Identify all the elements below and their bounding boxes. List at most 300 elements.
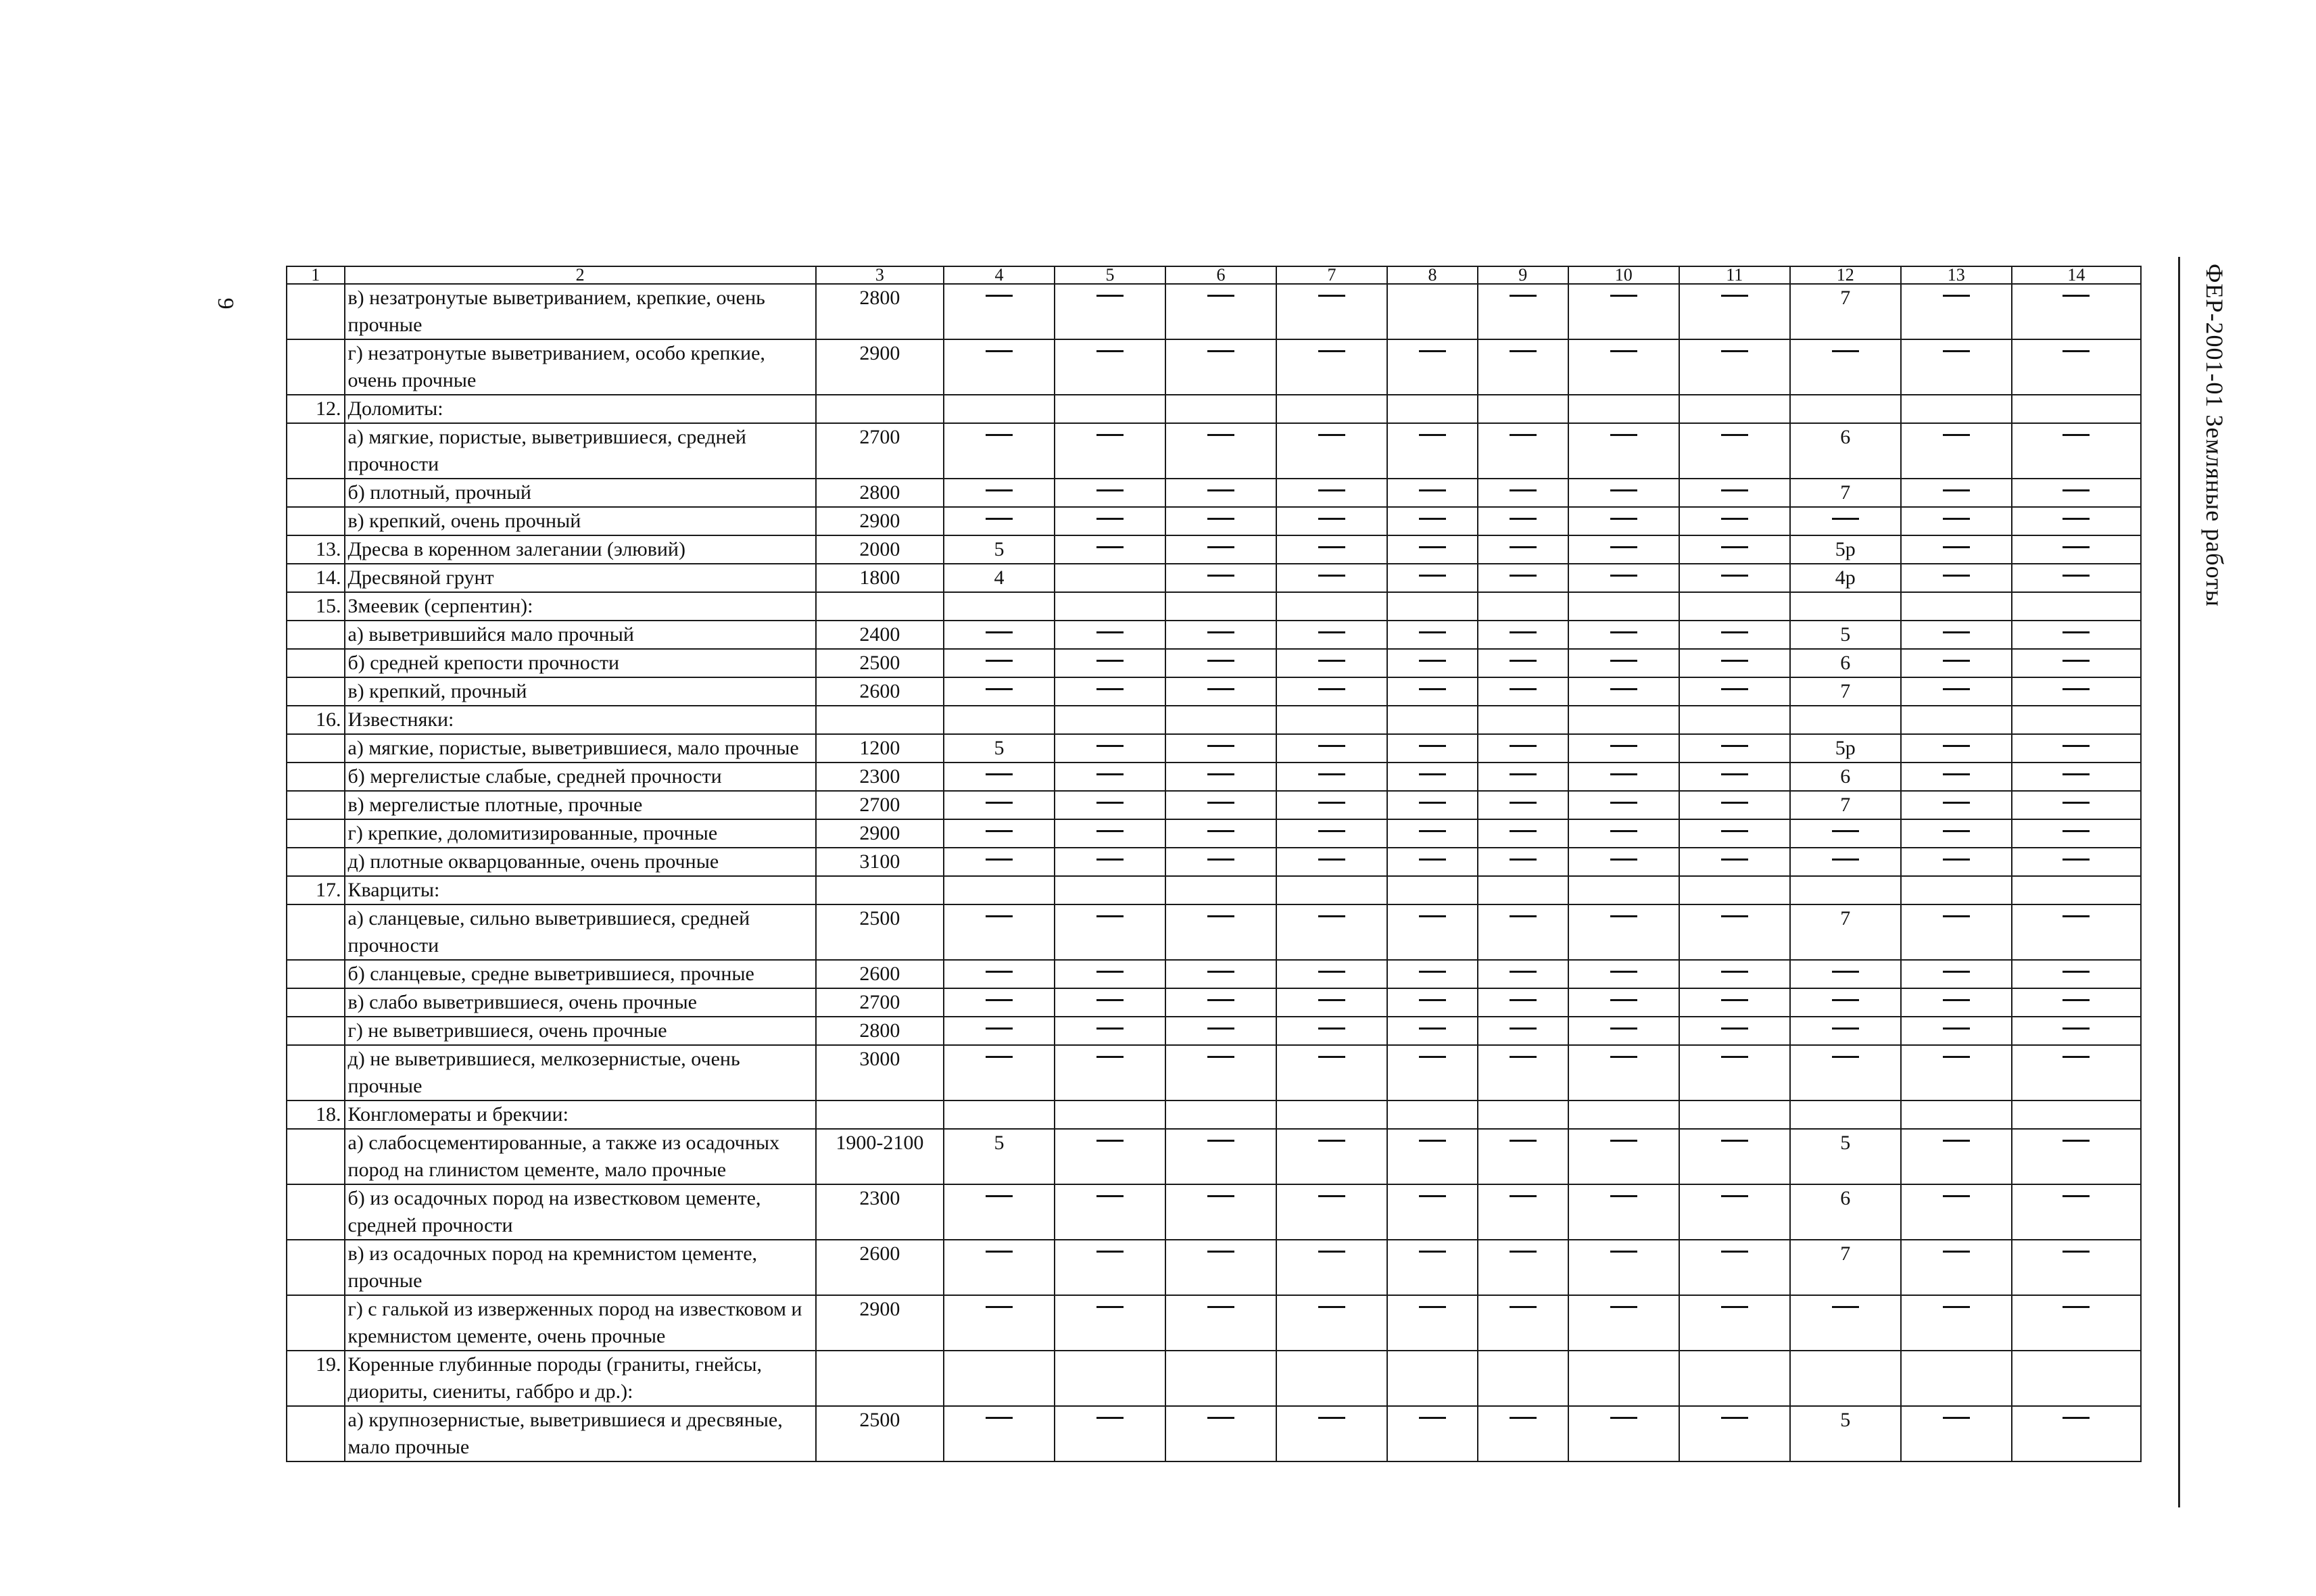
dash-mark	[1721, 688, 1748, 690]
group-cell-col-4	[944, 904, 1055, 960]
table-row	[287, 649, 2141, 677]
group-cell-col-10	[1568, 876, 1679, 904]
dash-mark	[1721, 434, 1748, 436]
row-number	[287, 734, 345, 763]
row-number	[287, 904, 345, 960]
group-cell-col-4	[944, 791, 1055, 819]
group-cell-col-11	[1679, 791, 1790, 819]
dash-mark	[1610, 999, 1637, 1001]
dash-mark	[1721, 489, 1748, 491]
group-cell-col-12: 7	[1790, 284, 1901, 339]
soil-name: а) мягкие, пористые, выветрившиеся, средней прочности	[345, 423, 816, 479]
group-cell-col-4	[944, 621, 1055, 649]
group-cell-col-7	[1276, 988, 1387, 1017]
dash-mark	[1207, 546, 1234, 548]
group-cell-col-12	[1790, 592, 1901, 621]
dash-mark	[1207, 915, 1234, 917]
dash-mark	[1943, 999, 1970, 1001]
group-cell-col-6	[1165, 763, 1276, 791]
group-cell-col-12: 7	[1790, 1240, 1901, 1295]
dash-mark	[1510, 1417, 1537, 1419]
dash-mark	[1943, 1027, 1970, 1030]
dash-mark	[1318, 631, 1345, 633]
group-cell-col-7	[1276, 621, 1387, 649]
group-cell-col-11	[1679, 535, 1790, 564]
dash-mark	[1610, 1195, 1637, 1197]
soil-name: а) слабосцементированные, а также из осадочных пород на глинистом цементе, мало прочные	[345, 1129, 816, 1184]
soil-name: в) слабо выветрившиеся, очень прочные	[345, 988, 816, 1017]
group-cell-col-12: 5	[1790, 1406, 1901, 1461]
group-cell-col-12	[1790, 1017, 1901, 1045]
group-cell-col-12: 6	[1790, 763, 1901, 791]
group-cell-col-10	[1568, 904, 1679, 960]
table-row-section	[287, 395, 2141, 423]
group-cell-col-11	[1679, 677, 1790, 706]
dash-mark	[1419, 489, 1446, 491]
group-cell-col-6	[1165, 1240, 1276, 1295]
group-cell-col-12	[1790, 339, 1901, 395]
group-cell-col-14	[2012, 507, 2141, 535]
group-cell-col-9	[1478, 1101, 1568, 1129]
dash-mark	[1207, 295, 1234, 297]
soil-name: г) крепкие, доломитизированные, прочные	[345, 819, 816, 848]
group-cell-col-13	[1901, 904, 2012, 960]
density-value: 2400	[816, 621, 944, 649]
group-cell-col-14	[2012, 1101, 2141, 1129]
group-cell-col-13	[1901, 649, 2012, 677]
table-row	[287, 1240, 2141, 1295]
dash-mark	[1419, 575, 1446, 577]
group-cell-col-9	[1478, 423, 1568, 479]
dash-mark	[1096, 518, 1124, 520]
dash-mark	[986, 773, 1013, 775]
density-value: 2500	[816, 649, 944, 677]
dash-mark	[1721, 1195, 1748, 1197]
group-cell-col-10	[1568, 1406, 1679, 1461]
column-header-8: 8	[1387, 266, 1478, 284]
group-cell-col-14	[2012, 734, 2141, 763]
table-row-section	[287, 1351, 2141, 1406]
group-cell-col-11	[1679, 960, 1790, 988]
group-cell-col-11	[1679, 1240, 1790, 1295]
dash-mark	[1943, 631, 1970, 633]
group-cell-col-9	[1478, 677, 1568, 706]
group-cell-col-7	[1276, 1240, 1387, 1295]
group-cell-col-5	[1055, 1101, 1165, 1129]
dash-mark	[2062, 1417, 2090, 1419]
dash-mark	[1318, 660, 1345, 662]
dash-mark	[1610, 1056, 1637, 1058]
density-value: 2600	[816, 677, 944, 706]
dash-mark	[1721, 350, 1748, 352]
group-cell-col-6	[1165, 876, 1276, 904]
dash-mark	[1318, 1140, 1345, 1142]
dash-mark	[1419, 859, 1446, 861]
dash-mark	[1610, 350, 1637, 352]
group-cell-col-8	[1387, 960, 1478, 988]
dash-mark	[1419, 1140, 1446, 1142]
group-cell-col-9	[1478, 339, 1568, 395]
dash-mark	[1207, 688, 1234, 690]
dash-mark	[1832, 999, 1859, 1001]
dash-mark	[1207, 745, 1234, 747]
soil-name: в) крепкий, прочный	[345, 677, 816, 706]
group-cell-col-8	[1387, 819, 1478, 848]
group-cell-col-13	[1901, 1184, 2012, 1240]
row-number	[287, 960, 345, 988]
group-cell-col-6	[1165, 649, 1276, 677]
group-cell-col-12	[1790, 1295, 1901, 1351]
column-header-2: 2	[345, 266, 816, 284]
group-cell-col-7	[1276, 423, 1387, 479]
soil-name: г) с галькой из изверженных пород на известковом и кремнистом цементе, очень прочные	[345, 1295, 816, 1351]
dash-mark	[1510, 688, 1537, 690]
dash-mark	[1610, 773, 1637, 775]
row-number	[287, 1017, 345, 1045]
row-number	[287, 1184, 345, 1240]
density-value: 2600	[816, 960, 944, 988]
group-cell-col-4	[944, 876, 1055, 904]
group-cell-col-10	[1568, 734, 1679, 763]
dash-mark	[1832, 518, 1859, 520]
dash-mark	[1610, 1027, 1637, 1030]
dash-mark	[1943, 830, 1970, 832]
dash-mark	[1610, 518, 1637, 520]
dash-mark	[1318, 350, 1345, 352]
dash-mark	[1318, 971, 1345, 973]
dash-mark	[1318, 688, 1345, 690]
soil-name: Дресвяной грунт	[345, 564, 816, 592]
group-cell-col-9	[1478, 1129, 1568, 1184]
dash-mark	[1721, 518, 1748, 520]
dash-mark	[1207, 1251, 1234, 1253]
group-cell-col-9	[1478, 479, 1568, 507]
group-cell-col-10	[1568, 621, 1679, 649]
group-cell-col-10	[1568, 1351, 1679, 1406]
dash-mark	[1943, 434, 1970, 436]
group-cell-col-6	[1165, 1017, 1276, 1045]
dash-mark	[1721, 1056, 1748, 1058]
dash-mark	[1832, 1027, 1859, 1030]
group-cell-col-11	[1679, 876, 1790, 904]
dash-mark	[1318, 1056, 1345, 1058]
group-cell-col-6	[1165, 1406, 1276, 1461]
dash-mark	[2062, 518, 2090, 520]
dash-mark	[2062, 660, 2090, 662]
group-cell-col-4	[944, 592, 1055, 621]
dash-mark	[1419, 915, 1446, 917]
group-cell-col-6	[1165, 791, 1276, 819]
table-row	[287, 1129, 2141, 1184]
soil-name: б) мергелистые слабые, средней прочности	[345, 763, 816, 791]
dash-mark	[1096, 999, 1124, 1001]
group-cell-col-13	[1901, 1045, 2012, 1101]
dash-mark	[986, 1306, 1013, 1308]
group-cell-col-10	[1568, 1017, 1679, 1045]
table-row	[287, 1017, 2141, 1045]
group-cell-col-11	[1679, 848, 1790, 876]
dash-mark	[1832, 1306, 1859, 1308]
group-cell-col-10	[1568, 706, 1679, 734]
dash-mark	[2062, 999, 2090, 1001]
group-cell-col-14	[2012, 677, 2141, 706]
soil-name: в) из осадочных пород на кремнистом цементе, прочные	[345, 1240, 816, 1295]
dash-mark	[986, 1027, 1013, 1030]
row-number	[287, 1295, 345, 1351]
dash-mark	[1096, 1195, 1124, 1197]
dash-mark	[1207, 350, 1234, 352]
dash-mark	[986, 1417, 1013, 1419]
group-cell-col-7	[1276, 564, 1387, 592]
group-cell-col-5	[1055, 763, 1165, 791]
dash-mark	[2062, 1306, 2090, 1308]
group-cell-col-5	[1055, 592, 1165, 621]
group-cell-col-14	[2012, 1295, 2141, 1351]
group-cell-col-11	[1679, 621, 1790, 649]
row-number	[287, 763, 345, 791]
dash-mark	[1721, 999, 1748, 1001]
group-cell-col-11	[1679, 564, 1790, 592]
group-cell-col-9	[1478, 734, 1568, 763]
column-number-row	[287, 266, 2141, 284]
group-cell-col-10	[1568, 791, 1679, 819]
group-cell-col-6	[1165, 479, 1276, 507]
group-cell-col-7	[1276, 649, 1387, 677]
dash-mark	[1207, 575, 1234, 577]
group-cell-col-11	[1679, 1045, 1790, 1101]
group-cell-col-12: 6	[1790, 423, 1901, 479]
dash-mark	[1207, 660, 1234, 662]
group-cell-col-9	[1478, 763, 1568, 791]
group-cell-col-6	[1165, 1045, 1276, 1101]
group-cell-col-6	[1165, 1351, 1276, 1406]
density-value: 2900	[816, 819, 944, 848]
group-cell-col-5	[1055, 1129, 1165, 1184]
dash-mark	[1096, 1417, 1124, 1419]
soil-name: в) мергелистые плотные, прочные	[345, 791, 816, 819]
group-cell-col-11	[1679, 423, 1790, 479]
dash-mark	[1943, 575, 1970, 577]
dash-mark	[1510, 830, 1537, 832]
density-value	[816, 592, 944, 621]
group-cell-col-7	[1276, 763, 1387, 791]
dash-mark	[2062, 745, 2090, 747]
dash-mark	[1207, 1027, 1234, 1030]
group-cell-col-11	[1679, 479, 1790, 507]
group-cell-col-13	[1901, 1351, 2012, 1406]
dash-mark	[1096, 745, 1124, 747]
group-cell-col-14	[2012, 1240, 2141, 1295]
group-cell-col-13	[1901, 1240, 2012, 1295]
group-cell-col-5	[1055, 1351, 1165, 1406]
dash-mark	[1318, 1027, 1345, 1030]
group-cell-col-9	[1478, 592, 1568, 621]
density-value: 2500	[816, 904, 944, 960]
dash-mark	[1510, 859, 1537, 861]
dash-mark	[986, 350, 1013, 352]
table-row	[287, 960, 2141, 988]
dash-mark	[1943, 1056, 1970, 1058]
group-cell-col-5	[1055, 423, 1165, 479]
group-cell-col-10	[1568, 1295, 1679, 1351]
dash-mark	[1943, 1417, 1970, 1419]
group-cell-col-9	[1478, 284, 1568, 339]
group-cell-col-5	[1055, 535, 1165, 564]
dash-mark	[2062, 830, 2090, 832]
group-cell-col-4	[944, 1045, 1055, 1101]
row-number	[287, 1045, 345, 1101]
document-header: ФЕР-2001-01 Земляные работы	[2201, 264, 2228, 607]
dash-mark	[1510, 1027, 1537, 1030]
dash-mark	[1318, 859, 1345, 861]
dash-mark	[1510, 546, 1537, 548]
dash-mark	[986, 1195, 1013, 1197]
group-cell-col-7	[1276, 904, 1387, 960]
dash-mark	[1943, 1306, 1970, 1308]
row-number	[287, 848, 345, 876]
dash-mark	[1943, 802, 1970, 804]
column-header-10: 10	[1568, 266, 1679, 284]
table-row	[287, 819, 2141, 848]
dash-mark	[1610, 802, 1637, 804]
group-cell-col-7	[1276, 677, 1387, 706]
dash-mark	[1318, 518, 1345, 520]
group-cell-col-14	[2012, 479, 2141, 507]
density-value: 2800	[816, 1017, 944, 1045]
group-cell-col-5	[1055, 734, 1165, 763]
group-cell-col-12: 5	[1790, 621, 1901, 649]
dash-mark	[1419, 1027, 1446, 1030]
group-cell-col-14	[2012, 339, 2141, 395]
column-header-1: 1	[287, 266, 345, 284]
group-cell-col-5	[1055, 1240, 1165, 1295]
dash-mark	[1721, 1251, 1748, 1253]
group-cell-col-13	[1901, 284, 2012, 339]
soil-classification-table	[286, 266, 2142, 1462]
table-row	[287, 621, 2141, 649]
dash-mark	[1318, 434, 1345, 436]
group-cell-col-14	[2012, 1184, 2141, 1240]
group-cell-col-11	[1679, 1406, 1790, 1461]
group-cell-col-10	[1568, 988, 1679, 1017]
density-value: 2900	[816, 1295, 944, 1351]
group-cell-col-8	[1387, 592, 1478, 621]
dash-mark	[1610, 1306, 1637, 1308]
group-cell-col-12: 7	[1790, 904, 1901, 960]
dash-mark	[1510, 1195, 1537, 1197]
dash-mark	[1207, 773, 1234, 775]
row-number	[287, 1406, 345, 1461]
dash-mark	[1943, 688, 1970, 690]
soil-name: б) из осадочных пород на известковом цементе, средней прочности	[345, 1184, 816, 1240]
dash-mark	[1510, 489, 1537, 491]
soil-name: Дресва в коренном залегании (элювий)	[345, 535, 816, 564]
group-cell-col-7	[1276, 876, 1387, 904]
group-cell-col-7	[1276, 535, 1387, 564]
group-cell-col-8	[1387, 535, 1478, 564]
dash-mark	[1510, 999, 1537, 1001]
group-cell-col-10	[1568, 284, 1679, 339]
group-cell-col-7	[1276, 706, 1387, 734]
group-cell-col-14	[2012, 649, 2141, 677]
density-value: 1900-2100	[816, 1129, 944, 1184]
group-cell-col-4: 4	[944, 564, 1055, 592]
group-cell-col-5	[1055, 848, 1165, 876]
group-cell-col-12: 5р	[1790, 734, 1901, 763]
group-cell-col-10	[1568, 1129, 1679, 1184]
dash-mark	[1721, 1306, 1748, 1308]
group-cell-col-14	[2012, 819, 2141, 848]
dash-mark	[2062, 546, 2090, 548]
column-header-5: 5	[1055, 266, 1165, 284]
group-cell-col-6	[1165, 848, 1276, 876]
dash-mark	[1207, 1306, 1234, 1308]
group-cell-col-7	[1276, 1101, 1387, 1129]
dash-mark	[1096, 1140, 1124, 1142]
dash-mark	[1318, 773, 1345, 775]
group-cell-col-5	[1055, 507, 1165, 535]
group-cell-col-6	[1165, 1129, 1276, 1184]
group-cell-col-14	[2012, 284, 2141, 339]
dash-mark	[1610, 971, 1637, 973]
dash-mark	[1943, 1195, 1970, 1197]
dash-mark	[1510, 915, 1537, 917]
dash-mark	[1318, 915, 1345, 917]
dash-mark	[1721, 631, 1748, 633]
table-row	[287, 1406, 2141, 1461]
group-cell-col-8	[1387, 791, 1478, 819]
dash-mark	[1610, 295, 1637, 297]
row-number: 15.	[287, 592, 345, 621]
group-cell-col-4	[944, 706, 1055, 734]
dash-mark	[1610, 859, 1637, 861]
group-cell-col-9	[1478, 395, 1568, 423]
dash-mark	[1096, 631, 1124, 633]
group-cell-col-4	[944, 1406, 1055, 1461]
dash-mark	[2062, 971, 2090, 973]
group-cell-col-4	[944, 1295, 1055, 1351]
dash-mark	[1610, 830, 1637, 832]
dash-mark	[1721, 971, 1748, 973]
group-cell-col-6	[1165, 507, 1276, 535]
density-value: 2700	[816, 988, 944, 1017]
dash-mark	[2062, 489, 2090, 491]
dash-mark	[1510, 1056, 1537, 1058]
dash-mark	[1832, 1056, 1859, 1058]
dash-mark	[1419, 660, 1446, 662]
row-number	[287, 339, 345, 395]
dash-mark	[986, 999, 1013, 1001]
group-cell-col-13	[1901, 395, 2012, 423]
dash-mark	[2062, 1027, 2090, 1030]
table-row	[287, 284, 2141, 339]
soil-name: Доломиты:	[345, 395, 816, 423]
group-cell-col-5	[1055, 1017, 1165, 1045]
group-cell-col-9	[1478, 876, 1568, 904]
dash-mark	[2062, 688, 2090, 690]
group-cell-col-5	[1055, 1295, 1165, 1351]
group-cell-col-10	[1568, 1045, 1679, 1101]
dash-mark	[2062, 631, 2090, 633]
group-cell-col-13	[1901, 564, 2012, 592]
dash-mark	[1318, 1417, 1345, 1419]
density-value: 2900	[816, 339, 944, 395]
group-cell-col-9	[1478, 1295, 1568, 1351]
density-value: 2600	[816, 1240, 944, 1295]
group-cell-col-12: 5	[1790, 1129, 1901, 1184]
table-row-section	[287, 1101, 2141, 1129]
dash-mark	[986, 802, 1013, 804]
